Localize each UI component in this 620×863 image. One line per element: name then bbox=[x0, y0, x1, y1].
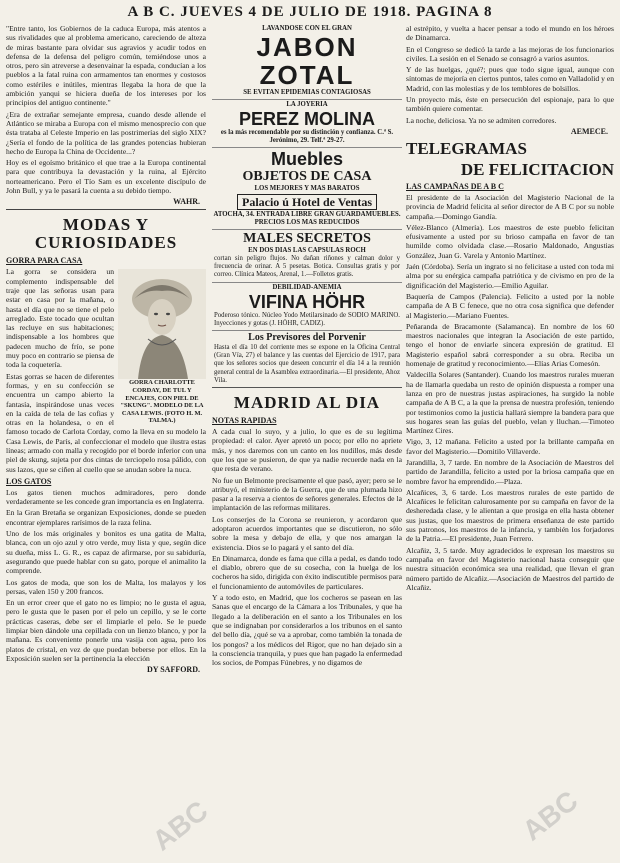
column-middle bbox=[212, 24, 402, 857]
article-paragraph: Y de las huelgas, ¿qué?; pues que todo sigue igual, aunque con síntomas de mejoría en ciertos puntos, tales como en Valladolid y en Madrid, con las molestias y de los temblores de bolsillos. bbox=[406, 65, 614, 93]
article-paragraph: Jaén (Córdoba). Sería un ingrato si no felicitase a usted con toda mi alma por su enérgica campaña patriótica y de civismo en pro de la dignificación del Magisterio.—Emilio Aguilar. bbox=[406, 262, 614, 290]
ad-perez-molina bbox=[212, 100, 402, 148]
ad-text: LA JOYERIA bbox=[286, 101, 328, 108]
fashion-illustration bbox=[118, 269, 206, 425]
article-paragraph: En Dinamarca, donde es fama que cilla a pedal, es dando todo el diablo, obrero que de su cosecha, con la huelga de los cocheros ha sido, dirigida con éxito indiscutible permisos para el funcionamiento de automóviles de particulares. bbox=[212, 553, 402, 591]
ad-brand: Los Previsores del Porvenir bbox=[248, 332, 366, 344]
page-header: A B C. JUEVES 4 DE JULIO DE 1918. PAGINA 8 bbox=[127, 4, 493, 20]
article-paragraph: Jarandilla, 3, 7 tarde. En nombre de la Asociación de Maestros del partido de Jarandilla, felicito a usted por la briosa campaña que en nombre favor ha emprendido.—Plaza. bbox=[406, 457, 614, 486]
ad-muebles bbox=[212, 148, 402, 230]
author-signature: DY SAFFORD. bbox=[146, 665, 200, 675]
article-paragraph: En el Congreso se dedicó la tarde a las mejoras de los funcionarios civiles. La sesión en el Senado se consagró a varios asuntos. bbox=[406, 44, 614, 63]
author-signature: AEMECE. bbox=[570, 126, 608, 136]
article-paragraph: Valdecilla Solares (Santander). Cuando los maestros rurales mueran ha de llamarla quedaba un resto de opinión dispuesta a romper una lanza en pro de nuestras justas aspiraciones, ha surgido la noble campaña de A B C, a la que la prensa de nuestra profesión, teniendo por testimonios como la justicia hallará siempre la bandera para que sus hogares sean las guías del pueblo, velan y lluchan.—Timoteo Martínez Cires. bbox=[406, 370, 614, 436]
ad-brand: JABON ZOTAL bbox=[256, 32, 358, 90]
article-paragraph: En la Gran Bretaña se organizan Exposiciones, donde se pueden encontrar ejemplares rarísimos de la raza felina. bbox=[6, 508, 206, 527]
article-paragraph: En un error creer que el gato no es limpio; no le gusta el agua, pero le gusta que le pasen por el pelo un cepillo, y se le corte prácticas caseras, debe ser el limpiarle el pelo. Se le puede limpiar bien dándole una cepillada con un lienzo blanco, y por la mañana. Es conveniente ponerle una vasija con agua, pero los platos de cristal, en vez de que puedan beberse por ellos. En la Exposición suelen ser la pertinencia la elección bbox=[6, 598, 206, 663]
article-paragraph: Y a todo esto, en Madrid, que los cocheros se pasean en las Sanas que el encargo de la Cámara a los Tribunales, y que ha llegado a la deliberación en el santo a los Tribunales en los que se indignaban por considerarlos a los tribunos en el santo del bello día, ¿qué se va a aprobar, como también la tonada de los pongos? a los médicos del Rigor, que no han dejado sin a la consciencia tranquila, y pues que han pagado la enfermedad los socios, de Pompas Fúnebres, y no digamos de bbox=[212, 593, 402, 668]
article-paragraph: Uno de los más originales y bonitos es una gatita de Malta, blanca, con un ojo azul y otro verde, muy lista y que, según dice su dueña, miss L. G. R., es capaz de afirmarse, por su sabiduría, asegurando que puede hablar con su gato, porque el animalito la comprende. bbox=[6, 529, 206, 576]
article-paragraph: La noche, deliciosa. Ya no se admiten corredores. bbox=[406, 115, 557, 125]
ad-vifina bbox=[212, 283, 402, 331]
ad-text: EN DOS DIAS LAS CAPSULAS ROCH bbox=[248, 247, 366, 254]
figure-caption: GORRA CHARLOTTE CORDAY, DE TUL Y ENCAJES, CON PIEL DE "SKUNG". MODELO DE LA CASA LEWIS. (FOTO H. M. TALMA.) bbox=[120, 379, 204, 425]
ad-text: es la más recomendable por su distinción y confianza. C.ª S. Jerónimo, 29. Telf.ª 29-27. bbox=[220, 129, 394, 144]
article-paragraph: Alcañices, 3, 6 tarde. Los maestros rurales de este partido de Alcañices le felicitan calurosamente por su campaña en favor de la desheredada clase, y le alientan a que prosiga en ella hasta obtener sus justas, que los maestros de primera enseñanza de este partido sus patronos, los maestros de la infancia, y también los forjadores de la Patria.—El presidente, Juan Ferrero. bbox=[406, 487, 614, 544]
ad-text: cortan sin peligro flujos. No dañan riñones y calman dolor y frecuencia de orinar. A 5 pesetas. Botica. Consultas gratis y por correo. Clínica Mateos, Arenal, 1.—Folletos gratis. bbox=[214, 255, 400, 279]
section-title-felicitacion: DE FELICITACION bbox=[460, 159, 614, 179]
ad-brand: Muebles bbox=[270, 149, 344, 169]
ad-store-name: Palacio ú Hotel de Ventas bbox=[237, 194, 377, 210]
ad-jabon-zotal bbox=[212, 24, 402, 100]
ad-text: OBJETOS DE CASA bbox=[242, 169, 372, 184]
article-paragraph: "Entre tanto, los Gobiernos de la caduca Europa, más atentos a sus rivalidades que al problema americano, careciendo de alteza de miras bastante para olvidar sus agravios y acudir todos en defensa de la defensa del peligro común, temiéndose unos a otros, pero sin atreverse a desenvainar la espada, conducían a los pueblos a la fatal ruina con armamentos tan enormes y costosos como estériles e inútiles, mientras llegaba la hora de que la ambición yanqui se hiciera dueña de los intereses por los principios del antiguo continente." bbox=[6, 24, 206, 108]
section-title-madrid: MADRID AL DIA bbox=[233, 393, 381, 413]
section-title-telegramas: TELEGRAMAS bbox=[406, 138, 527, 158]
article-paragraph: Baquería de Campos (Palencia). Felicito a usted por la noble campaña de A B C fenece, que no otra cosa significa que defender al Magisterio.—Mariano Fuentes. bbox=[406, 291, 614, 320]
author-signature: WAHR. bbox=[173, 197, 200, 207]
article-paragraph: No fue un Belmonte precisamente el que pasó, ayer; pero se le atribuyó, el ministerio de la Guerra, que de una plumada hizo pasar a la reserva a cientos de señores generales. Efectos de la implantación de las reformas militares. bbox=[212, 475, 402, 513]
article-paragraph: Estas gorras se hacen de diferentes formas, y en su confección se encuentra un campo abierto la fantasía, inspirándose unas veces en la caída de tela de las cofias y otras en la holandesa, o en el famoso tocado de Carlota Corday, como la lleva en su modelo la Casa Lewis, de París, al confeccionar el modelo que ilustra estas líneas; armado con malla y recogido por el borde inferior con una piel de skung, sujeta por dos cintas de terciopelo rosa pálido, con sus lazos, que se ciñen al cuello que se anudan sobre la nuca. bbox=[6, 371, 206, 474]
article-paragraph: Los gatos tienen muchos admiradores, pero donde verdaderamente se les concede gran importancia es en Inglaterra. bbox=[6, 487, 206, 507]
ad-text: LOS MEJORES Y MAS BARATOS bbox=[254, 185, 360, 192]
subheading-gatos: LOS GATOS bbox=[6, 476, 52, 486]
subheading-campanas: LAS CAMPAÑAS DE A B C bbox=[406, 181, 504, 191]
portrait-image bbox=[118, 269, 206, 379]
advertisement-block bbox=[212, 24, 402, 388]
column-left bbox=[6, 24, 206, 857]
ad-brand: VIFINA HÖHR bbox=[248, 291, 366, 312]
subheading-gorra: GORRA PARA CASA bbox=[6, 256, 83, 266]
article-paragraph: Hoy es el egoísmo británico el que trae a la Europa continental para que contribuya la devastación y la ruina, al Ejército norteamericano. Pero el Tío Sam es un excelente discípulo de John Bull, y ya le pasará la cuenta a su debido tiempo. bbox=[6, 158, 206, 196]
article-paragraph: al estrépito, y vuelta a hacer pensar a todo el mundo en los héroes de Dinamarca. bbox=[406, 24, 614, 43]
section-title-modas: MODAS Y CURIOSIDADES bbox=[34, 215, 178, 253]
article-paragraph: Vélez-Blanco (Almería). Los maestros de este pueblo felicitan efusivamente a usted por su brioso campaña en favor de tan humilde como olvidada clase.—Rosario Maldonado, Angustias González, Juan G. Varela y Antonio Martínez. bbox=[406, 222, 614, 260]
subheading-notas: NOTAS RAPIDAS bbox=[212, 416, 277, 426]
divider bbox=[6, 209, 206, 210]
watermark: ABC bbox=[146, 794, 214, 857]
ad-brand: PEREZ MOLINA bbox=[238, 109, 375, 129]
article-paragraph: Vigo, 3, 12 mañana. Felicito a usted por la brillante campaña en favor del Magisterio.—Domitilo Villaverde. bbox=[406, 437, 614, 456]
ad-brand: MALES SECRETOS bbox=[243, 231, 371, 246]
article-paragraph: Los gatos de moda, que son los de Malta, los malayos y los persas, valen 150 y 200 francos. bbox=[6, 577, 206, 596]
ad-males-secretos bbox=[212, 230, 402, 283]
ad-text: DEBILIDAD-ANEMIA bbox=[272, 283, 342, 291]
ad-text: Poderoso tónico. Núcleo Yodo Metilarsinado de SODIO MARINO. Inyecciones y gotas (J. HÖHR, CADIZ). bbox=[214, 311, 400, 327]
ad-previsores bbox=[212, 331, 402, 387]
ad-text: Hasta el día 10 del corriente mes se expone en la Oficina Central (Gran Vía, 27) el balance y las cuentas del Ejercicio de 1917, para que los señores socios que deseen concurrir el día 14 a la reunión general central de la Asamblea extraordinaria.—El presidente, Ahoz Vila. bbox=[214, 344, 400, 384]
article-paragraph: El presidente de la Asociación del Magisterio Nacional de la provincia de Madrid felicita al señor director de A B C por su noble campaña.—Domingo Gandía. bbox=[406, 192, 614, 221]
article-paragraph: Los conserjes de la Corona se reunieron, y acordaron que adoptaron acuerdos importantes que se discutieron, no sólo sobre la mesa y debajo de ella, y que nos amargan la existencia. Dios se lo pagará y el santo del día. bbox=[212, 514, 402, 552]
article-paragraph: A cada cual lo suyo, y a julio, lo que es de su legítima propiedad: el calor. Ayer apretó un poco; por ello no apriete más, y nos daremos con un canto en los nudillos, más desde que los que se pusieron, de que ya nadie recuerde nada en la que resta de verano. bbox=[212, 427, 402, 474]
column-right bbox=[406, 24, 614, 857]
article-paragraph: Peñaranda de Bracamonte (Salamanca). En nombre de los 60 maestros nacionales que integran la Asociación de este partido, tengo el honor de enviarle sincera expresión de gratitud. El Magisterio español sabrá corresponder a su obra. Reciba un homenaje de gratitud y reconocimiento.—Elías Arias Comesón. bbox=[406, 321, 614, 369]
ad-text: LAVANDOSE CON EL GRAN bbox=[262, 25, 352, 32]
ad-text: SE EVITAN EPIDEMIAS CONTAGIOSAS bbox=[243, 89, 371, 96]
article-paragraph: ¿Era de extrañar semejante empresa, cuando desde allende el Atlántico se miraba a Europa con el mismo menosprecio con que ésta trataba al Celeste Imperio en las postrimerías del siglo XIX? ¿Sería el fondo de la política de las grandes potencias hubieran hecho de Europa la China de Occidente...? bbox=[6, 109, 206, 156]
ad-text: ATOCHA, 34. ENTRADA LIBRE GRAN GUARDAMUEBLES. PRECIOS LOS MAS REDUCIDOS bbox=[213, 211, 401, 226]
article-paragraph: Un proyecto más, éste en persecución del espionaje, para lo que también quiere comentar. bbox=[406, 95, 614, 114]
watermark: ABC bbox=[516, 784, 584, 847]
article-paragraph: Alcañiz, 3, 5 tarde. Muy agradecidos le expresan los maestros su campaña en favor del Magisterio nacional hasta conseguir que nuestra situación económica sea una realidad, que llevan el gran número partido de Alcañiz.—Asociación de Maestros del partido de Alcañiz. bbox=[406, 545, 614, 592]
article-paragraph: La gorra se considera un complemento indispensable del traje que las señoras usan para estar en casa por la mañana, o hasta el día que no se tiene el pelo arreglado. Este tocado que ocultan las recluye en sus habitaciones; indispensable a los hombres que padecen mucho de frío, se pone muy poco en contrario se piensa de toda la coquetería. bbox=[6, 267, 114, 370]
